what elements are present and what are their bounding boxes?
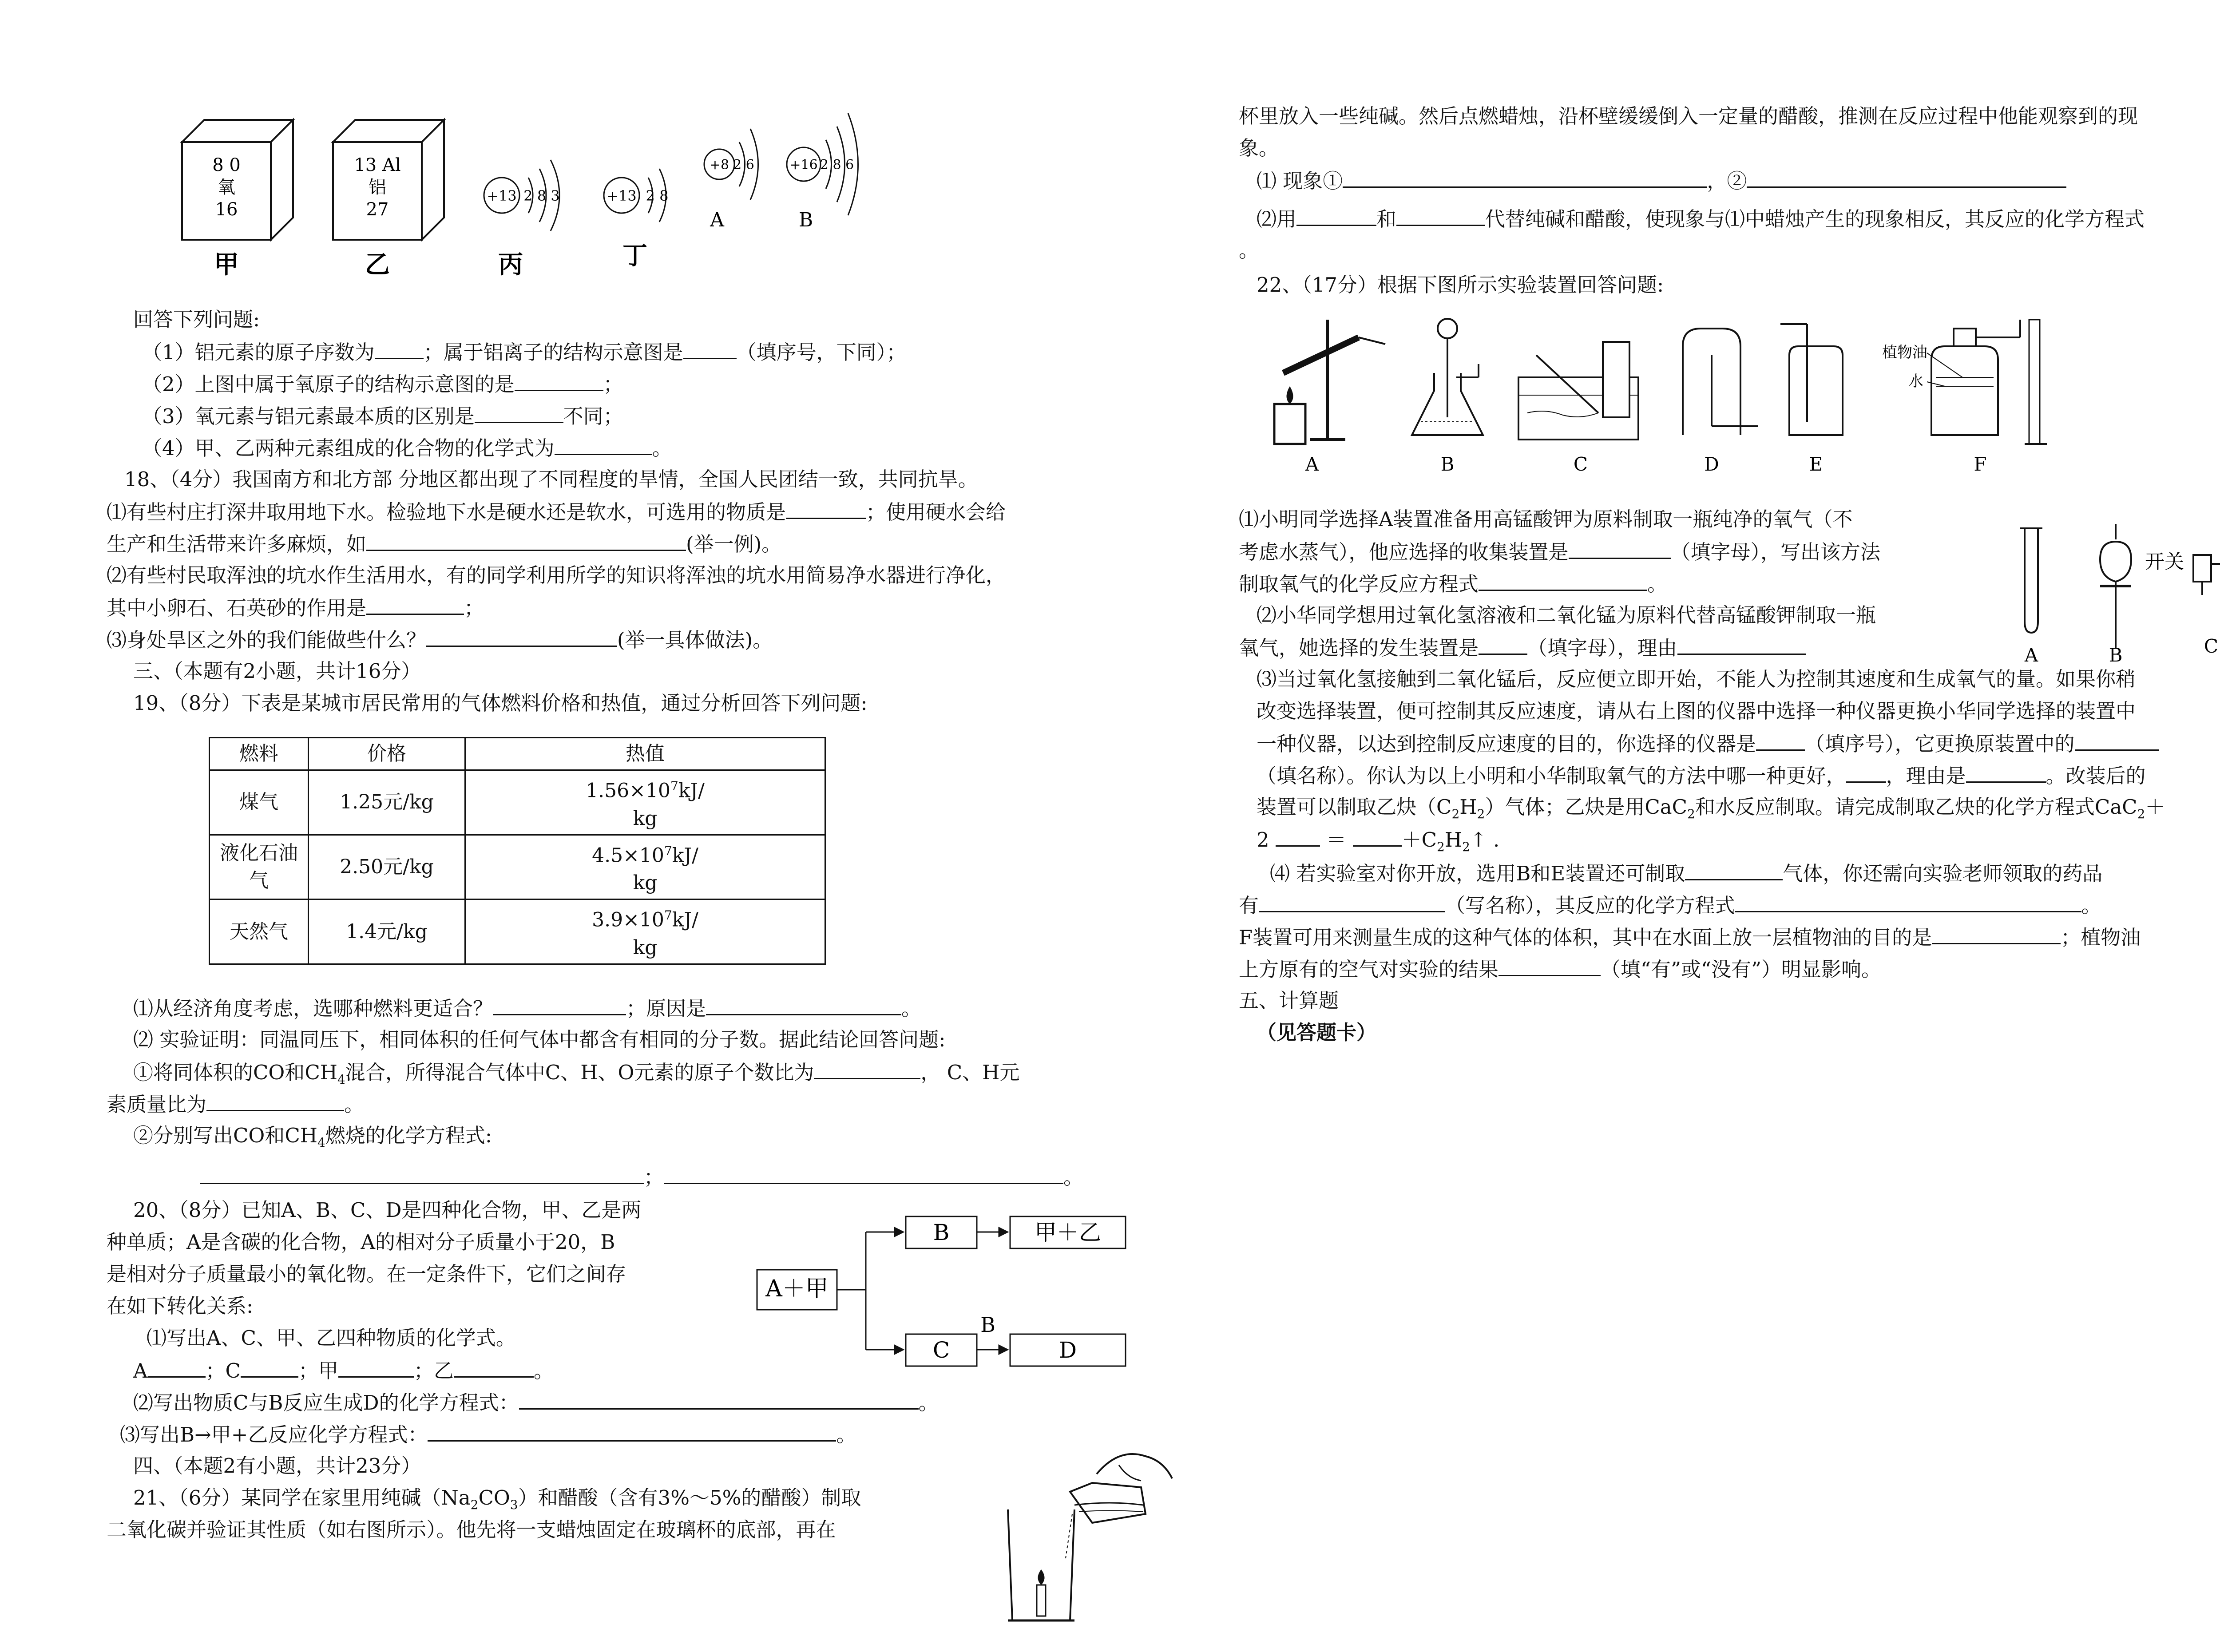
- figure-label-yi: 乙: [365, 250, 390, 279]
- table-row: [210, 899, 825, 964]
- q20-line3: 是相对分子质量最小的氧化物。在一定条件下，它们之间存: [107, 1262, 626, 1286]
- atom-diagram-a: [704, 129, 758, 231]
- q17-part2: （2）上图中属于氧原子的结构示意图的是 ；: [142, 370, 623, 398]
- q21-line2: 二氧化碳并验证其性质（如右图所示）。他先将一支蜡烛固定在玻璃杯的底部，再在: [107, 1518, 836, 1541]
- q19-equation-blanks: ； 。: [200, 1163, 1083, 1191]
- q17-prompt: 回答下列问题:: [133, 308, 260, 331]
- q18-part1-line2: 生产和生活带来许多麻烦，如 (举一例)。: [107, 530, 781, 558]
- answer-blank[interactable]: [426, 626, 617, 647]
- atom-diagram-ding: [604, 169, 668, 270]
- q18-part2-line2: 其中小卵石、石英砂的作用是 ；: [107, 594, 484, 622]
- answer-blank[interactable]: [1756, 730, 1805, 751]
- answer-blank[interactable]: [664, 1163, 1063, 1184]
- q19-part2-1: ①将同体积的CO和$CH_4$混合，所得混合气体中C、H、O元素的原子个数比为 ， C、H元: [133, 1058, 1019, 1093]
- apparatus-e: [1780, 324, 1843, 475]
- q22-part2-line2: 氧气，她选择的发生装置是 （填字母），理由: [1239, 634, 1806, 662]
- answer-blank[interactable]: [683, 338, 737, 359]
- q20-line1: 20、（8分）已知A、B、C、D是四种化合物，甲、乙是两: [133, 1198, 642, 1222]
- table-header-row: [210, 738, 825, 770]
- svg-text:E: E: [1809, 453, 1823, 475]
- apparatus-oil-label: 植物油: [1882, 344, 1927, 361]
- svg-text:+16: +16: [789, 157, 818, 173]
- svg-text:A: A: [2024, 644, 2038, 666]
- q22-part4-line2: 有 （写名称），其反应的化学方程式 。: [1239, 891, 2101, 919]
- apparatus-water-label: 水: [1908, 372, 1923, 390]
- table-cell: 煤气: [210, 770, 309, 835]
- cube-oxygen-mass: 16: [215, 199, 238, 220]
- section-4-heading: 四、（本题2有小题，共计23分）: [133, 1454, 421, 1478]
- answer-blank[interactable]: [366, 594, 464, 615]
- svg-text:+13: +13: [607, 187, 637, 204]
- answer-blank[interactable]: [515, 370, 603, 391]
- side-apparatus-c: [2145, 546, 2220, 657]
- answer-blank[interactable]: [1479, 570, 1647, 591]
- q20-part2: ⑵写出物质C与B反应生成D的化学方程式： 。: [133, 1389, 939, 1416]
- q17-part3: （3）氧元素与铝元素最本质的区别是 不同；: [142, 402, 623, 430]
- lab-apparatus-figure: [1270, 311, 2113, 479]
- answer-blank[interactable]: [1396, 205, 1485, 226]
- svg-text:2 6: 2 6: [733, 157, 754, 173]
- q17-part4: （4）甲、乙两种元素组成的化合物的化学式为 。: [142, 434, 672, 462]
- answer-blank[interactable]: [1747, 167, 2066, 188]
- answer-blank[interactable]: [1735, 891, 2081, 912]
- q22-part3-line3: 一种仪器，以达到控制反应速度的目的，你选择的仪器是 （填序号），它更换原装置中的: [1257, 730, 2159, 757]
- svg-text:2 8 6: 2 8 6: [820, 157, 854, 173]
- q17-part1: （1）铝元素的原子序数为 ；属于铝离子的结构示意图是 （填序号，下同）；: [142, 338, 906, 366]
- section-5-heading: 五、计算题: [1239, 989, 1339, 1012]
- svg-text:2 8 3: 2 8 3: [523, 187, 560, 204]
- figure-label-bing: 丙: [498, 250, 523, 279]
- q20-part1: ⑴写出A、C、甲、乙四种物质的化学式。: [147, 1326, 516, 1350]
- q19-part2-2: ②分别写出CO和$CH_4$燃烧的化学方程式:: [133, 1124, 492, 1150]
- cube-aluminum: [333, 120, 444, 279]
- cube-oxygen: [182, 120, 293, 279]
- apparatus-b: [1412, 319, 1483, 475]
- q19-part2-1-cont: 素质量比为 。: [107, 1090, 364, 1118]
- answer-blank[interactable]: [1846, 762, 1886, 783]
- switch-label-1: 开关: [2145, 551, 2184, 573]
- flow-start-text: A＋甲: [765, 1276, 829, 1302]
- answer-blank[interactable]: [375, 338, 424, 359]
- answer-blank[interactable]: [706, 994, 901, 1015]
- q22-part3-line4: （填名称）。你认为以上小明和小华制取氧气的方法中哪一种更好， ，理由是 。改装后的: [1257, 762, 2146, 789]
- svg-text:F: F: [1974, 453, 1987, 475]
- table-row: [210, 770, 825, 835]
- cube-aluminum-name: 铝: [369, 177, 386, 198]
- table-cell: 1.25元/kg: [309, 770, 465, 835]
- figure-label-a: A: [710, 209, 724, 231]
- answer-blank[interactable]: [1932, 923, 2061, 944]
- answer-blank[interactable]: [1569, 538, 1671, 559]
- answer-blank[interactable]: [366, 530, 686, 551]
- figure-label-b: B: [798, 209, 813, 231]
- q22-part5-line1: F装置可用来测量生成的这种气体的体积，其中在水面上放一层植物油的目的是 ；植物油: [1239, 923, 2141, 951]
- table-header-cell: 燃料: [210, 738, 309, 770]
- q22-part1-line3: 制取氧气的化学反应方程式 。: [1239, 570, 1667, 598]
- answer-blank[interactable]: [1479, 634, 1527, 655]
- table-cell: $1.56\times 10^7kJ/$ kg: [465, 770, 825, 835]
- answer-blank[interactable]: [475, 402, 563, 423]
- q21-line1: 21、（6分）某同学在家里用纯碱$(Na_2CO_3)$和醋酸（含有3%～5%的醋酸）制取: [133, 1486, 861, 1512]
- answer-blank[interactable]: [454, 1357, 534, 1378]
- answer-blank[interactable]: [1343, 167, 1707, 188]
- q21-line3: 杯里放入一些纯碱。然后点燃蜡烛，沿杯壁缓缓倒入一定量的醋酸，推测在反应过程中他能观察到的现: [1239, 104, 2138, 128]
- q21-part2: ⑵用 和 代替纯碱和醋酸，使现象与⑴中蜡烛产生的现象相反，其反应的化学方程式: [1257, 205, 2145, 233]
- answer-blank[interactable]: [206, 1090, 344, 1111]
- q22-part3-line5: 装置可以制取乙炔$(C_2H_2)$气体；乙炔是用CaC$_2$和水反应制取。请完成制取乙炔的化学方程式CaC$_2$＋: [1257, 795, 2165, 821]
- q21-line4: 象。: [1239, 136, 1279, 160]
- side-apparatus-b: [2100, 524, 2131, 666]
- table-header-cell: 价格: [309, 738, 465, 770]
- answer-blank[interactable]: [1498, 955, 1601, 976]
- q20-line4: 在如下转化关系:: [107, 1294, 254, 1318]
- candle-cup-figure: [995, 1438, 1181, 1625]
- q22-part3-line2: 改变选择装置，便可控制其反应速度，请从右上图的仪器中选择一种仪器更换小华同学选择的装置中: [1257, 699, 2136, 723]
- cube-aluminum-mass: 27: [366, 199, 389, 220]
- section-3-heading: 三、（本题有2小题，共计16分）: [133, 659, 421, 683]
- q22-part1-line2: 考虑水蒸气），他应选择的收集装置是 （填字母），写出该方法: [1239, 538, 1880, 566]
- apparatus-d: [1683, 329, 1758, 475]
- conversion-flowchart: [755, 1212, 1163, 1376]
- svg-text:2 8: 2 8: [646, 187, 669, 204]
- q20-part3: ⑶写出B→甲+乙反应化学方程式： 。: [120, 1421, 856, 1448]
- answer-blank[interactable]: [338, 1357, 414, 1378]
- flow-product-text: 甲＋乙: [1035, 1220, 1101, 1245]
- q22-part1-line1: ⑴小明同学选择A装置准备用高锰酸钾为原料制取一瓶纯净的氧气（不: [1239, 507, 1853, 531]
- table-cell: $3.9\times 10^7kJ/$ kg: [465, 899, 825, 964]
- flow-d-text: D: [1058, 1337, 1077, 1363]
- svg-text:B: B: [2109, 644, 2123, 666]
- q19-heading: 19、（8分）下表是某城市居民常用的气体燃料价格和热值，通过分析回答下列问题:: [133, 691, 868, 715]
- table-cell: $4.5\times 10^7kJ/$ kg: [465, 835, 825, 899]
- answer-blank[interactable]: [786, 498, 866, 519]
- answer-blank[interactable]: [2075, 730, 2159, 751]
- answer-blank[interactable]: [148, 1357, 206, 1378]
- cube-aluminum-number: 13 Al: [354, 155, 401, 175]
- q22-part4-line1: ⑷ 若实验室对你开放，选用B和E装置还可制取 气体，你还需向实验老师领取的药品: [1270, 860, 2102, 887]
- answer-blank[interactable]: [493, 994, 626, 1015]
- table-header-cell: 热值: [465, 738, 825, 770]
- flow-arrow-label: B: [980, 1313, 995, 1337]
- answer-blank[interactable]: [241, 1357, 298, 1378]
- atom-figures: [173, 93, 892, 293]
- q18-part2-line1: ⑵有些村民取浑浊的坑水作生活用水，有的同学利用所学的知识将浑浊的坑水用简易净水器进行净化，: [107, 563, 1006, 587]
- answer-blank[interactable]: [1259, 891, 1445, 912]
- answer-blank[interactable]: [519, 1389, 919, 1410]
- q21-part2-end: 。: [1239, 238, 1259, 262]
- figure-label-ding: 丁: [622, 241, 647, 270]
- cube-oxygen-number: 8 0: [212, 155, 241, 175]
- svg-text:+8: +8: [709, 157, 729, 173]
- answer-blank[interactable]: [555, 434, 652, 455]
- q22-part3-line1: ⑶当过氧化氢接触到二氧化锰后，反应便立即开始，不能人为控制其速度和生成氧气的量。如果你稍: [1257, 667, 2136, 691]
- table-cell: 天然气: [210, 899, 309, 964]
- apparatus-a: [1274, 320, 1385, 475]
- q22-part5-line2: 上方原有的空气对实验的结果 （填“有”或“没有”）明显影响。: [1239, 955, 1881, 983]
- svg-text:C: C: [2204, 635, 2219, 657]
- svg-text:C: C: [1573, 453, 1588, 475]
- q21-part1: ⑴ 现象① ，②: [1257, 167, 2066, 194]
- answer-blank[interactable]: [814, 1058, 920, 1079]
- table-row: [210, 835, 825, 899]
- flow-b-text: B: [933, 1220, 950, 1245]
- fuel-table: [209, 737, 826, 965]
- answer-blank[interactable]: [1276, 826, 1320, 847]
- svg-text:B: B: [1440, 453, 1455, 475]
- side-apparatus-figure: [1998, 519, 2220, 670]
- side-apparatus-a: [2020, 528, 2042, 666]
- svg-text:+13: +13: [487, 187, 517, 204]
- q19-part2: ⑵ 实验证明：同温同压下，相同体积的任何气体中都含有相同的分子数。据此结论回答问题:: [133, 1028, 946, 1051]
- answer-blank[interactable]: [1685, 860, 1783, 880]
- figure-label-jia: 甲: [214, 250, 239, 279]
- answer-blank[interactable]: [428, 1421, 836, 1442]
- cube-oxygen-name: 氧: [218, 177, 235, 198]
- answer-blank[interactable]: [1966, 762, 2046, 783]
- q22-part3-line6: $2 = +C_2H_2↑$ .: [1257, 826, 1499, 860]
- answer-blank[interactable]: [1353, 826, 1402, 847]
- table-cell: 液化石油 气: [210, 835, 309, 899]
- svg-text:A: A: [1305, 453, 1319, 475]
- apparatus-c: [1518, 342, 1638, 475]
- q22-part2-line1: ⑵小华同学想用过氧化氢溶液和二氧化锰为原料代替高锰酸钾制取一瓶: [1257, 603, 1876, 627]
- apparatus-f: [1882, 320, 2047, 475]
- atom-diagram-b: [787, 113, 858, 231]
- answer-blank[interactable]: [200, 1163, 644, 1184]
- section-5-note: （见答题卡）: [1257, 1021, 1377, 1044]
- table-cell: 2.50元/kg: [309, 835, 465, 899]
- q20-line2: 种单质；A是含碳的化合物，A的相对分子质量小于20，B: [107, 1230, 615, 1254]
- table-cell: 1.4元/kg: [309, 899, 465, 964]
- answer-blank[interactable]: [1296, 205, 1376, 226]
- svg-text:D: D: [1704, 453, 1719, 475]
- q22-heading: 22、（17分）根据下图所示实验装置回答问题:: [1257, 273, 1664, 297]
- answer-blank[interactable]: [1677, 634, 1806, 655]
- flow-c-text: C: [932, 1337, 950, 1363]
- q19-part1: ⑴从经济角度考虑，选哪种燃料更适合？ ；原因是 。: [133, 994, 921, 1022]
- q18-part3: ⑶身处旱区之外的我们能做些什么？ (举一具体做法)。: [107, 626, 773, 654]
- q18-part1-line1: ⑴有些村庄打深井取用地下水。检验地下水是硬水还是软水，可选用的物质是 ；使用硬水会给: [107, 498, 1006, 526]
- q20-part1-blanks: A ；C ；甲 ；乙 。: [133, 1357, 554, 1384]
- atom-diagram-bing: [484, 160, 560, 279]
- q18-heading: 18、（4分）我国南方和北方部 分地区都出现了不同程度的旱情，全国人民团结一致，共同抗旱。: [124, 467, 978, 491]
